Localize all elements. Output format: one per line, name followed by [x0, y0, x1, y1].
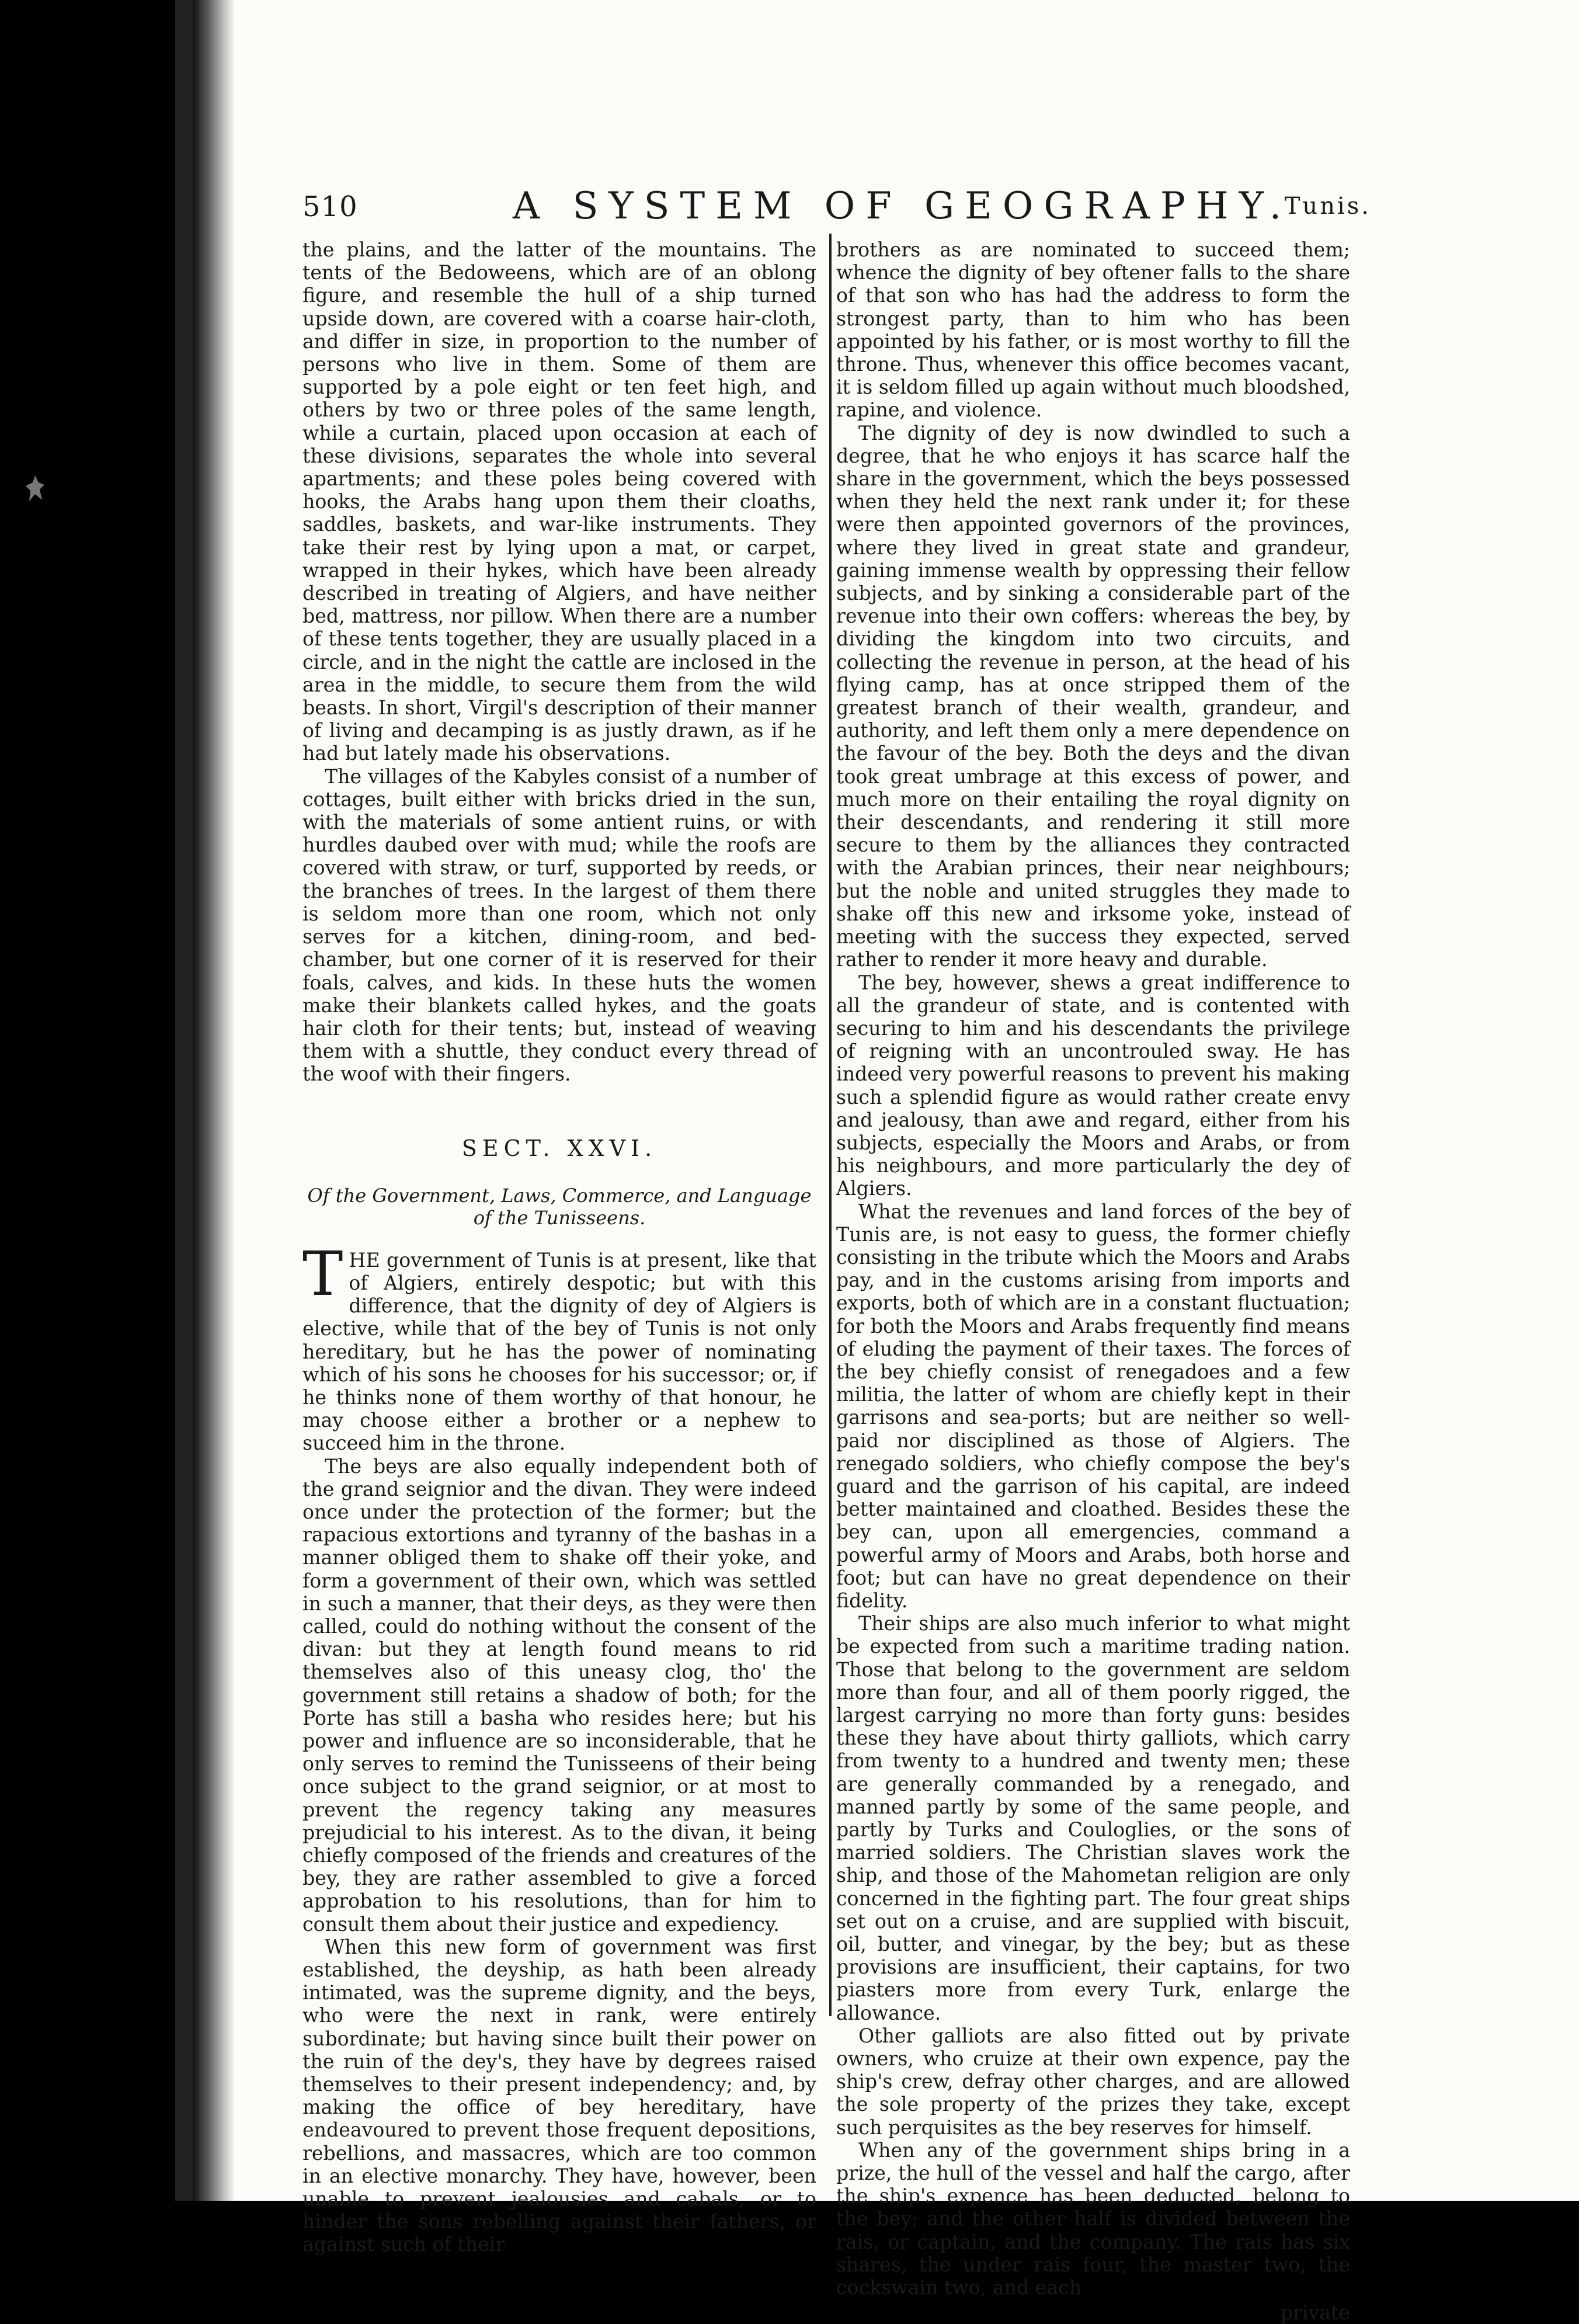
running-section: Tunis. — [1284, 193, 1371, 220]
paragraph: Other galliots are also fitted out by private owners, who cruize at their own expence, pay the ship's crew, defray other charges, and are allowed the sole property of the prizes they take, except such perquisites as the bey reserves for himself. — [836, 2024, 1350, 2139]
page-number: 510 — [302, 190, 358, 223]
section-heading: SECT. XXVI. — [461, 1135, 658, 1161]
catchword: private — [1280, 2301, 1350, 2324]
running-header — [302, 185, 1371, 231]
paragraph: The dignity of dey is now dwindled to such a degree, that he who enjoys it has scarce half the share in the government, which the beys possessed when they held the next rank under it; for these were then appointed governors of the provinces, where they lived in great state and grandeur, gaining immense wealth by oppressing their fellow subjects, and by sinking a considerable part of the revenue into their own coffers: whereas the bey, by dividing the kingdom into two circuits, and collecting the revenue in person, at the head of his flying camp, has at once stripped them of the greatest branch of their wealth, grandeur, and authority, and left them only a mere dependence on the favour of the bey. Both the deys and the divan took great umbrage at this excess of power, and much more on their entailing the royal dignity on their descendants, and rendering it still more secure to them by the alliances they contracted with the Arabian princes, their near neighbours; but the noble and united struggles they made to shake off this new and irksome yoke, instead of meeting with the success they expected, served rather to render it more heavy and durable. — [836, 421, 1350, 971]
drop-cap: T — [302, 1238, 343, 1309]
paragraph: The villages of the Kabyles consist of a number of cottages, built either with bricks dried in the sun, with the materials of some antient ruins, or with hurdles daubed over with mud; while the roofs are covered with straw, or turf, supported by reeds, or the branches of trees. In the largest of them there is seldom more than one room, which not only serves for a kitchen, dining-room, and bed-chamber, but one corner of it is reserved for their foals, calves, and kids. In these huts the women make their blankets called hykes, and the goats hair cloth for their tents; but, instead of weaving them with a shuttle, they conduct every thread of the woof with their fingers. — [302, 765, 816, 1086]
right-column — [836, 238, 1350, 2324]
paragraph: Their ships are also much inferior to what might be expected from such a maritime trading nation. Those that belong to the government are seldom more than four, and all of them poorly rigged, the largest carrying no more than forty guns: besides these they have about thirty galliots, which carry from twenty to a hundred and twenty men; these are generally commanded by a renegado, and manned partly by some of the same people, and partly by Turks and Couloglies, or the sons of married soldiers. The Christian slaves work the ship, and those of the Mahometan religion are only concerned in the fighting part. The four great ships set out on a cruise, and are supplied with biscuit, oil, butter, and vinegar, by the bey; but as these provisions are insufficient, their captains, for two piasters more from every Turk, enlarge the allowance. — [836, 1612, 1350, 2024]
paragraph: When any of the government ships bring in a prize, the hull of the vessel and half the cargo, after the ship's expence has been deducted, belong to the bey; and the other half is divided between the rais, or captain, and the company. The rais has six shares, the under rais four, the master two, the cockswain two, and each — [836, 2138, 1350, 2299]
paragraph: brothers as are nominated to succeed them; whence the dignity of bey oftener falls to the share of that son who has had the address to form the strongest party, than to him who has been appointed by his father, or is most worthy to fill the throne. Thus, whenever this office becomes vacant, it is seldom filled up again without much bloodshed, rapine, and violence. — [836, 238, 1350, 422]
book-edge — [175, 0, 193, 2201]
paragraph: The beys are also equally independent both of the grand seignior and the divan. They were indeed once under the protection of the former; but the rapacious extortions and tyranny of the bashas in a manner obliged them to shake off their yoke, and form a government of their own, which was settled in such a manner, that their deys, as they were then called, could do nothing without the consent of the divan: but they at length found means to rid themselves also of this uneasy clog, tho' the government still retains a shadow of both; for the Porte has still a basha who resides here; but his power and influence are so inconsiderable, that he only serves to remind the Tunisseens of their being once subject to the grand seignior, or at most to prevent the regency taking any measures prejudicial to his interest. As to the divan, it being chiefly composed of the friends and creatures of the bey, they are rather assembled to give a forced approbation to his resolutions, than for him to consult them about their justice and expediency. — [302, 1454, 816, 1936]
paragraph: What the revenues and land forces of the bey of Tunis are, is not easy to guess, the former chiefly consisting in the tribute which the Moors and Arabs pay, and in the customs arising from imports and exports, both of which are in a constant fluctuation; for both the Moors and Arabs frequently find means of eluding the payment of their taxes. The forces of the bey chiefly consist of renegadoes and a few militia, the latter of whom are chiefly kept in their garrisons and sea-ports; but are neither so well-paid nor disciplined as those of Algiers. The renegado soldiers, who chiefly compose the bey's guard and the garrison of his capital, are indeed better maintained and cloathed. Besides these the bey can, upon all emergencies, command a powerful army of Moors and Arabs, both horse and foot; but can have no great dependence on their fidelity. — [836, 1200, 1350, 1612]
paragraph-opening — [302, 1238, 816, 1455]
column-divider — [829, 234, 832, 2016]
paragraph: When this new form of government was first established, the deyship, as hath been already intimated, was the supreme dignity, and the beys, who were the next in rank, were entirely subordinate; but having since built their power on the ruin of the dey's, they have by degrees raised themselves to their present independency; and, by making the office of bey hereditary, have endeavoured to prevent those frequent depositions, rebellions, and massacres, which are too common in an elective monarchy. They have, however, been unable to prevent jealousies and cabals, or to hinder the sons rebelling against their fathers, or against such of their — [302, 1935, 816, 2256]
paragraph: The bey, however, shews a great indifference to all the grandeur of state, and is contented with securing to him and his descendants the privilege of reigning with an uncontrouled sway. He has indeed very powerful reasons to prevent his making such a splendid figure as would rather create envy and jealousy, than awe and regard, either from his subjects, especially the Moors and Arabs, or from his neighbours, and more particularly the dey of Algiers. — [836, 971, 1350, 1200]
running-title: A SYSTEM OF GEOGRAPHY. — [513, 185, 1292, 228]
section-subtitle: Of the Government, Laws, Commerce, and Language of the Tunisseens. — [307, 1184, 812, 1229]
left-column — [302, 238, 816, 2256]
paragraph-text: HE government of Tunis is at present, like that of Algiers, entirely despotic; but with this difference, that the dignity of dey of Algiers is elective, while that of the bey of Tunis is not only hereditary, but he has the power of nominating which of his sons he chooses for his successor; or, if he thinks none of them worthy of that honour, he may choose either a brother or a nephew to succeed him in the throne. — [302, 1248, 816, 1455]
stain-mark — [25, 474, 47, 503]
paragraph: the plains, and the latter of the mountains. The tents of the Bedoweens, which are of an oblong figure, and resemble the hull of a ship turned upside down, are covered with a coarse hair-cloth, and differ in size, in proportion to the number of persons who live in them. Some of them are supported by a pole eight or ten feet high, and others by two or three poles of the same length, while a curtain, placed upon occasion at each of these divisions, separates the whole into several apartments; and these poles being covered with hooks, the Arabs hang upon them their cloaths, saddles, baskets, and war-like instruments. They take their rest by lying upon a mat, or carpet, wrapped in their hykes, which have been already described in treating of Algiers, and have neither bed, mattress, nor pillow. When there are a number of these tents together, they are usually placed in a circle, and in the night the cattle are inclosed in the area in the middle, to secure them from the wild beasts. In short, Virgil's description of their manner of living and decamping is as justly drawn, as if he had but lately made his observations. — [302, 238, 816, 765]
page-gutter-shadow — [193, 0, 234, 2201]
